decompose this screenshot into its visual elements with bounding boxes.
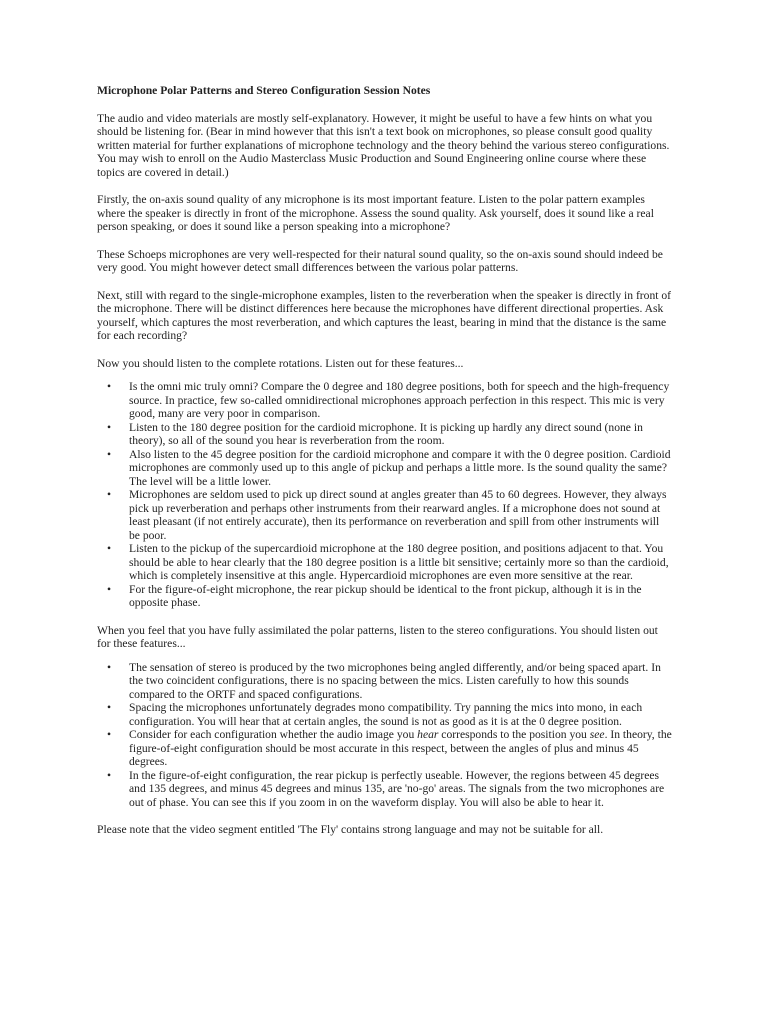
emphasis-hear: hear xyxy=(417,728,439,741)
bullet-icon: • xyxy=(107,447,112,461)
rotations-paragraph: Now you should listen to the complete rotations. Listen out for these features... xyxy=(97,356,464,370)
list-item xyxy=(97,701,673,728)
polar-features-list xyxy=(97,370,673,610)
text-run: corresponds to the position you xyxy=(438,728,590,741)
list-item-text xyxy=(129,728,672,768)
list-item xyxy=(97,769,673,810)
list-item xyxy=(97,488,673,542)
bullet-icon: • xyxy=(107,420,112,434)
stereo-intro-paragraph: When you feel that you have fully assimilated the polar patterns, listen to the stereo configurations. You should listen out for these features... xyxy=(97,623,658,650)
list-item xyxy=(97,448,673,489)
list-item-text: For the figure-of-eight microphone, the rear pickup should be identical to the front pickup, although it is in the opposite phase. xyxy=(129,582,642,609)
list-item-text: Is the omni mic truly omni? Compare the 0 degree and 180 degree positions, both for speech and the high-frequency source. In practice, few so-called omnidirectional microphones approach perfection in this respect. This mic is very good, many are very poor in comparison. xyxy=(129,380,670,420)
text-run: . In theory, the figure-of-eight configuration should be most accurate in this respect, between the angles of plus and minus 45 degrees. xyxy=(129,728,672,768)
bullet-icon: • xyxy=(107,660,112,674)
bullet-icon: • xyxy=(107,768,112,782)
bullet-icon: • xyxy=(107,582,112,596)
text-run: Consider for each configuration whether the audio image you xyxy=(129,728,418,741)
bullet-icon: • xyxy=(107,380,112,393)
list-item xyxy=(97,542,673,583)
list-item-text: In the figure-of-eight configuration, the rear pickup is perfectly useable. However, the regions between 45 degrees and 135 degrees, and minus 45 degrees and minus 135, are 'no-go' areas. The signals from the two microphones are out of phase. You can see this if you zoom in on the waveform display. You will also be able to hear it. xyxy=(129,768,665,809)
list-item-text: Also listen to the 45 degree position for the cardioid microphone and compare it with the 0 degree position. Cardioid microphones are commonly used up to this angle of pickup and perhaps a little more. Is the sound quality the same? The level will be a little lower. xyxy=(129,447,671,488)
list-item xyxy=(97,380,673,421)
intro-paragraph: The audio and video materials are mostly self-explanatory. However, it might be useful to have a few hints on what you should be listening for. (Bear in mind however that this isn't a text book on microphones, so please consult good quality written material for further explanations of microphone technology and the theory behind the various stereo configurations. You may wish to enroll on the Audio Masterclass Music Production and Sound Engineering online course where these topics are covered in detail.) xyxy=(97,111,670,179)
bullet-icon: • xyxy=(107,542,112,555)
reverberation-paragraph: Next, still with regard to the single-microphone examples, listen to the reverberation when the speaker is directly in front of the microphone. There will be distinct differences here because the microphones have different directional properties. Ask yourself, which captures the most reverberation, and which captures the least, bearing in mind that the distance is the same for each recording? xyxy=(97,288,672,342)
bullet-icon: • xyxy=(107,728,112,741)
list-item-text: Spacing the microphones unfortunately degrades mono compatibility. Try panning the mics into mono, in each configuration. You will hear that at certain angles, the sound is not as good as it is at the 0 degree position. xyxy=(129,701,643,728)
list-item-text: Microphones are seldom used to pick up direct sound at angles greater than 45 to 60 degrees. However, they always pick up reverberation and perhaps other instruments from their rearward angles. If a microphone does not sound at least pleasant (if not entirely accurate), then its performance on reverberation and spill from other instruments will be poor. xyxy=(129,488,667,542)
list-item xyxy=(97,583,673,610)
document-page xyxy=(97,84,673,851)
list-item xyxy=(97,728,673,769)
closing-paragraph: Please note that the video segment entitled 'The Fly' contains strong language and may not be suitable for all. xyxy=(97,823,604,836)
bullet-icon: • xyxy=(107,488,112,501)
list-item xyxy=(97,661,673,702)
bullet-icon: • xyxy=(107,701,112,714)
list-item-text: Listen to the 180 degree position for the cardioid microphone. It is picking up hardly any direct sound (none in theory), so all of the sound you hear is reverberation from the room. xyxy=(129,420,643,447)
stereo-features-list xyxy=(97,651,673,810)
emphasis-see: see xyxy=(589,728,605,741)
list-item-text: The sensation of stereo is produced by the two microphones being angled differently, and/or being spaced apart. In the two coincident configurations, there is no spacing between the mics. Listen carefully to how this sounds compared to the ORTF and spaced configurations. xyxy=(129,660,661,701)
document-title: Microphone Polar Patterns and Stereo Configuration Session Notes xyxy=(97,84,431,97)
schoeps-paragraph: These Schoeps microphones are very well-respected for their natural sound quality, so the on-axis sound should indeed be very good. You might however detect small differences between the various polar patterns. xyxy=(97,247,663,274)
list-item-text: Listen to the pickup of the supercardioid microphone at the 180 degree position, and positions adjacent to that. You should be able to hear clearly that the 180 degree position is a little bit sensitive; certainly more so than the cardioid, which is completely insensitive at this angle. Hypercardioid microphones are even more sensitive at the rear. xyxy=(129,542,669,582)
list-item xyxy=(97,421,673,448)
on-axis-paragraph: Firstly, the on-axis sound quality of any microphone is its most important feature. Listen to the polar pattern examples where the speaker is directly in front of the microphone. Assess the sound quality. Ask yourself, does it sound like a real person speaking, or does it sound like a person speaking into a microphone? xyxy=(97,193,654,233)
